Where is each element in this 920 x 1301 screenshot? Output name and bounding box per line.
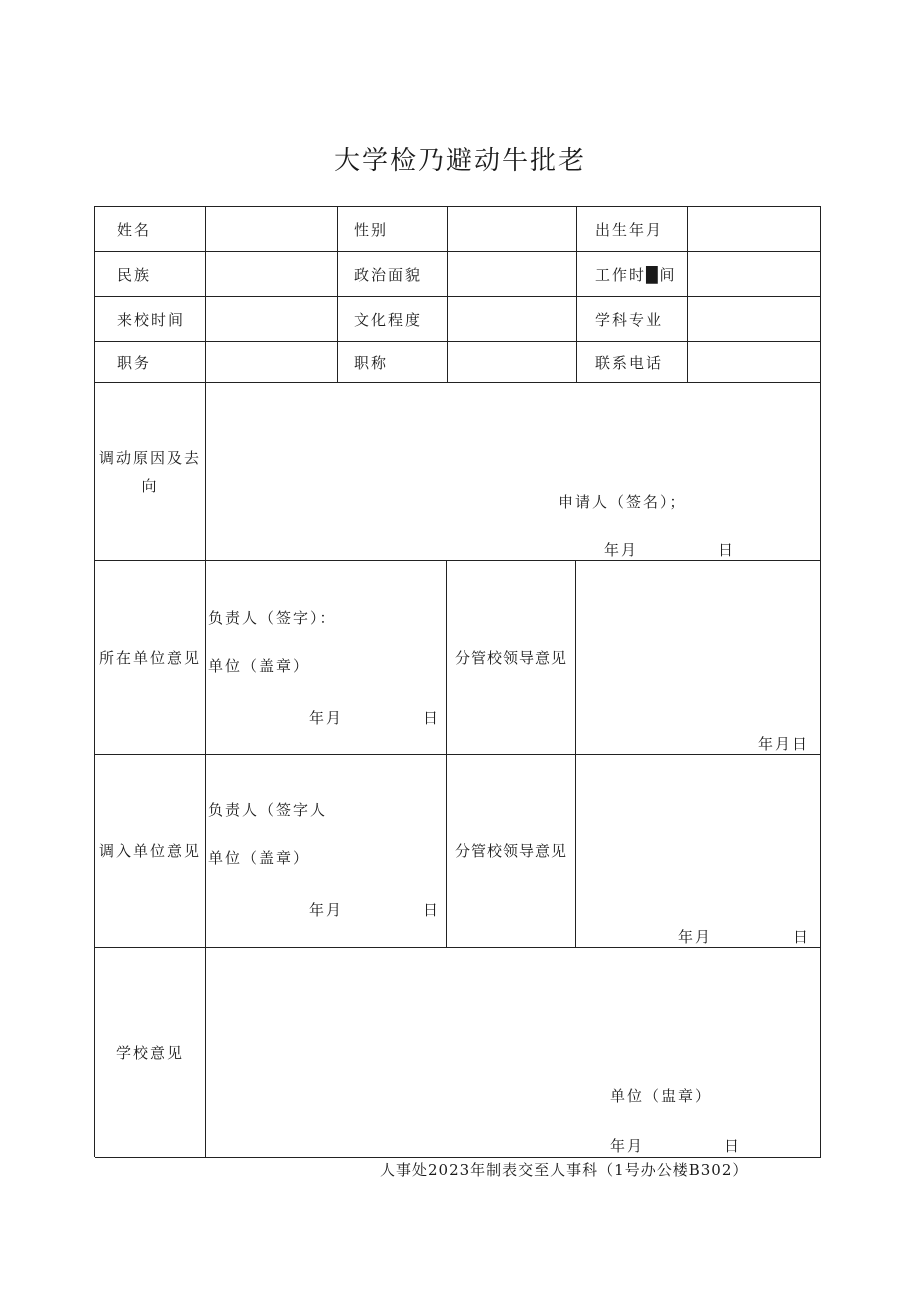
worktime-field[interactable] [688,252,821,297]
name-field[interactable] [206,207,338,252]
current-vice-date: 年月日 [758,735,810,753]
ethnicity-field[interactable] [206,252,338,297]
reason-date-year-month: 年月 [604,541,639,559]
target-vice-date-day: 日 [793,928,811,946]
current-unit-label: 所在单位意见 [95,561,206,755]
school-date-day: 日 [724,1137,742,1155]
current-date-year-month: 年月 [309,709,344,727]
position-label: 职务 [95,342,206,383]
target-vice-field[interactable] [576,755,821,948]
education-label: 文化程度 [338,297,448,342]
reason-field[interactable] [206,383,821,561]
birth-field[interactable] [688,207,821,252]
major-label: 学科专业 [577,297,688,342]
politics-field[interactable] [448,252,577,297]
school-unit-seal-label: 单位（盅章） [610,1087,713,1105]
footer-note: 人事处2023年制表交至人事科（1号办公楼B302） [380,1161,749,1179]
target-date-day: 日 [423,901,441,919]
current-unit-field[interactable] [206,561,447,755]
education-field[interactable] [448,297,577,342]
current-unit-seal-label: 单位（盖章） [208,657,311,675]
current-leader-sign-label: 负责人（签字）： [208,609,337,627]
target-unit-seal-label: 单位（盖章） [208,849,311,867]
current-vice-field[interactable] [576,561,821,755]
title-rank-label: 职称 [338,342,448,383]
current-vice-label: 分管校领导意见 [447,561,576,755]
target-leader-sign-label: 负责人（签字人 [208,801,328,819]
title-rank-field[interactable] [448,342,577,383]
school-label: 学校意见 [95,948,206,1158]
applicant-sign-label: 申请人（签名）； [558,493,687,511]
politics-label: 政治面貌 [338,252,448,297]
reason-label: 调动原因及去向 [95,383,206,561]
arrival-label: 来校时间 [95,297,206,342]
target-vice-date-year-month: 年月 [678,928,713,946]
arrival-field[interactable] [206,297,338,342]
target-vice-label: 分管校领导意见 [447,755,576,948]
worktime-label: 工作时█间 [577,252,688,297]
gender-field[interactable] [448,207,577,252]
major-field[interactable] [688,297,821,342]
birth-label: 出生年月 [577,207,688,252]
target-unit-field[interactable] [206,755,447,948]
school-date-year-month: 年月 [610,1137,645,1155]
position-field[interactable] [206,342,338,383]
school-field[interactable] [206,948,821,1158]
phone-field[interactable] [688,342,821,383]
reason-date-day: 日 [718,541,736,559]
transfer-approval-form [94,206,821,1157]
ethnicity-label: 民族 [95,252,206,297]
gender-label: 性别 [338,207,448,252]
name-label: 姓名 [95,207,206,252]
phone-label: 联系电话 [577,342,688,383]
target-date-year-month: 年月 [309,901,344,919]
page-title: 大学检乃避动牛批老 [333,146,586,176]
target-unit-label: 调入单位意见 [95,755,206,948]
current-date-day: 日 [423,709,441,727]
